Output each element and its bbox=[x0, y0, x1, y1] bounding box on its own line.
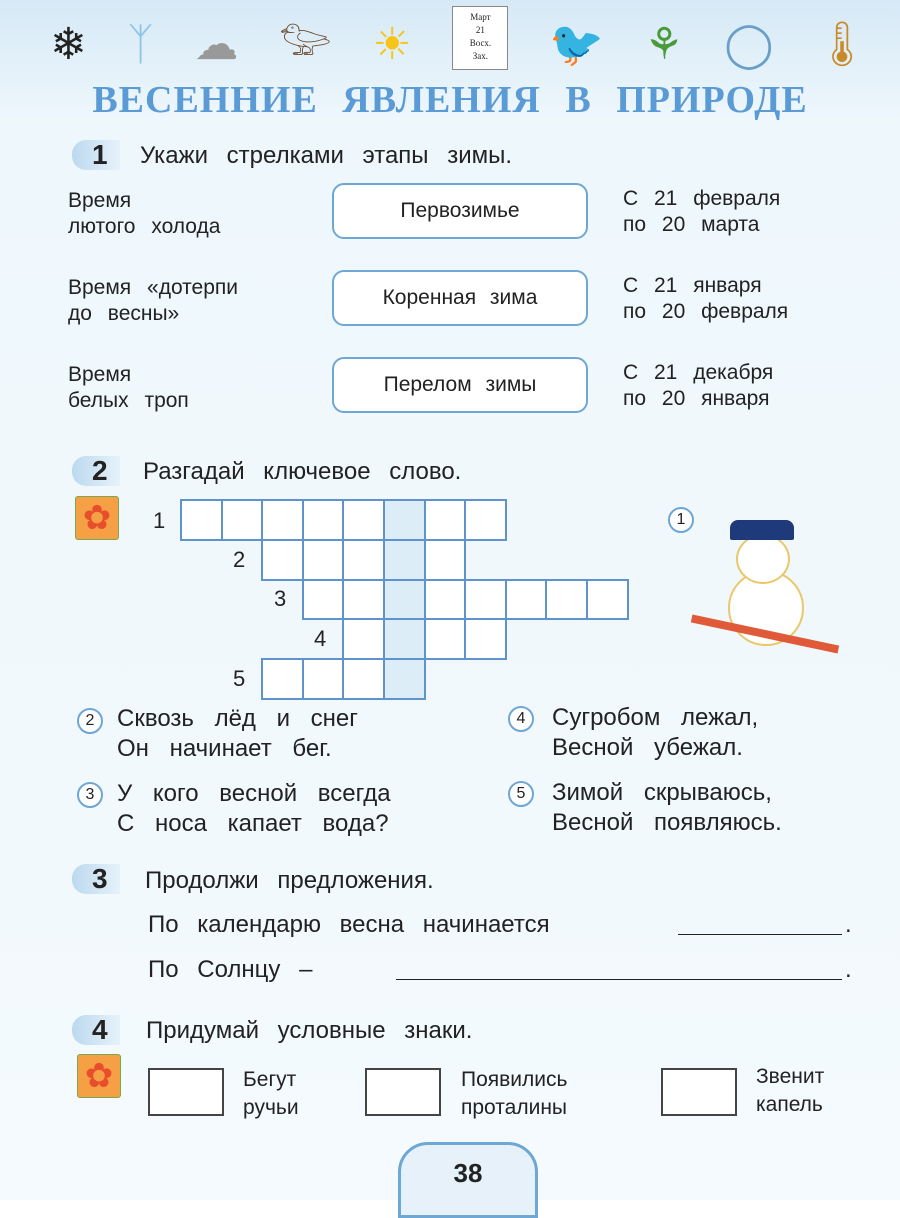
riddle-text: Сквозь лёд и снег Он начинает бег. bbox=[117, 705, 359, 762]
riddle-text: Зимой скрываюсь, Весной появляюсь. bbox=[552, 779, 782, 836]
period: . bbox=[845, 911, 852, 938]
crossword-cell[interactable] bbox=[342, 579, 385, 621]
symbol-drawing-box[interactable] bbox=[661, 1068, 737, 1116]
crossword-row-number: 1 bbox=[153, 508, 166, 533]
answer-line-1[interactable] bbox=[678, 934, 842, 935]
task-4-prompt: Придумай условные знаки. bbox=[146, 1017, 473, 1044]
task-2-prompt: Разгадай ключевое слово. bbox=[143, 458, 462, 485]
crow-icon: 🐦 bbox=[548, 20, 604, 69]
crossword-key-cell[interactable] bbox=[383, 618, 426, 660]
crossword-row-number: 2 bbox=[233, 547, 246, 572]
crossword-cell[interactable] bbox=[545, 579, 588, 621]
crossword-cell[interactable] bbox=[424, 579, 467, 621]
crossword-cell[interactable] bbox=[464, 499, 507, 541]
page-title: ВЕСЕННИЕ ЯВЛЕНИЯ В ПРИРОДЕ bbox=[92, 79, 808, 121]
crossword-cell[interactable] bbox=[586, 579, 629, 621]
icicles-icon: ᛉ bbox=[127, 20, 154, 69]
ice-floe-icon: ◯ bbox=[724, 20, 774, 69]
sun-icon: ☀ bbox=[372, 20, 412, 69]
date-range: С 21 февраля по 20 марта bbox=[623, 187, 781, 236]
crossword-cell[interactable] bbox=[342, 539, 385, 581]
crossword-cell[interactable] bbox=[505, 579, 548, 621]
symbol-drawing-box[interactable] bbox=[365, 1068, 441, 1116]
winter-stage-box[interactable]: Первозимье bbox=[332, 183, 588, 239]
snowdrop-icon: ⚘ bbox=[644, 20, 684, 69]
sign-label: Появились проталины bbox=[461, 1068, 568, 1119]
crossword-key-cell[interactable] bbox=[383, 499, 426, 541]
winter-stage-box[interactable]: Перелом зимы bbox=[332, 357, 588, 413]
crossword-cell[interactable] bbox=[261, 499, 304, 541]
symbol-drawing-box[interactable] bbox=[148, 1068, 224, 1116]
crossword-row-number: 3 bbox=[274, 586, 287, 611]
crossword-cell[interactable] bbox=[261, 658, 304, 700]
answer-line-2[interactable] bbox=[396, 979, 842, 980]
riddle-number: 2 bbox=[77, 708, 103, 734]
task-number-4: 4 bbox=[72, 1015, 120, 1045]
period-description: Время лютого холода bbox=[68, 189, 221, 238]
thermometer-snowflake-icon: ❄ bbox=[50, 20, 87, 69]
snowy-bush-icon: ☁ bbox=[194, 20, 239, 69]
woodpecker-icon: 𓅰 bbox=[278, 16, 332, 65]
crossword-cell[interactable] bbox=[464, 618, 507, 660]
thermometer-willow-icon: 🌡 bbox=[814, 20, 870, 69]
crossword-cell[interactable] bbox=[302, 579, 345, 621]
crossword-key-cell[interactable] bbox=[383, 579, 426, 621]
sign-label: Звенит капель bbox=[756, 1065, 825, 1116]
crossword-cell[interactable] bbox=[424, 499, 467, 541]
period-description: Время «дотерпи до весны» bbox=[68, 276, 239, 325]
date-range: С 21 января по 20 февраля bbox=[623, 274, 789, 323]
crossword-cell[interactable] bbox=[342, 618, 385, 660]
crossword-cell[interactable] bbox=[302, 499, 345, 541]
date-range: С 21 декабря по 20 января bbox=[623, 361, 774, 410]
winter-stage-box[interactable]: Коренная зима bbox=[332, 270, 588, 326]
sentence-1: По календарю весна начинается bbox=[148, 911, 550, 938]
skiing-snowman-illustration bbox=[690, 520, 840, 660]
crossword-cell[interactable] bbox=[302, 539, 345, 581]
crossword-cell[interactable] bbox=[180, 499, 223, 541]
riddle-number: 3 bbox=[77, 782, 103, 808]
crossword-cell[interactable] bbox=[342, 658, 385, 700]
riddle-text: У кого весной всегда С носа капает вода? bbox=[117, 780, 391, 837]
crossword-cell[interactable] bbox=[221, 499, 264, 541]
task-number-1: 1 bbox=[72, 140, 120, 170]
crossword-key-cell[interactable] bbox=[383, 658, 426, 700]
riddle-text: Сугробом лежал, Весной убежал. bbox=[552, 704, 759, 761]
crossword-key-cell[interactable] bbox=[383, 539, 426, 581]
crossword-row-number: 5 bbox=[233, 666, 246, 691]
riddle-number: 5 bbox=[508, 781, 534, 807]
picture-number: 1 bbox=[668, 507, 694, 533]
task-number-2: 2 bbox=[72, 456, 120, 486]
period: . bbox=[845, 956, 852, 983]
riddle-number: 4 bbox=[508, 706, 534, 732]
creative-task-flower-icon: ✿ bbox=[75, 496, 119, 540]
calendar-sunrise: Восх. bbox=[469, 38, 492, 48]
task-number-3: 3 bbox=[72, 864, 120, 894]
page-number: 38 bbox=[398, 1142, 538, 1218]
crossword-cell[interactable] bbox=[424, 539, 467, 581]
sign-label: Бегут ручьи bbox=[243, 1068, 299, 1119]
calendar-icon bbox=[452, 6, 508, 70]
crossword-row-number: 4 bbox=[314, 626, 327, 651]
sentence-2: По Солнцу – bbox=[148, 956, 313, 983]
header-illustrations bbox=[50, 0, 870, 70]
task-1-prompt: Укажи стрелками этапы зимы. bbox=[140, 142, 513, 169]
crossword-cell[interactable] bbox=[424, 618, 467, 660]
period-description: Время белых троп bbox=[68, 363, 189, 412]
crossword-cell[interactable] bbox=[464, 579, 507, 621]
task-3-prompt: Продолжи предложения. bbox=[145, 867, 434, 894]
calendar-month: Март bbox=[470, 12, 491, 22]
calendar-day: 21 bbox=[475, 25, 485, 35]
crossword-cell[interactable] bbox=[342, 499, 385, 541]
calendar-sunset: Зах. bbox=[472, 51, 489, 61]
crossword-cell[interactable] bbox=[261, 539, 304, 581]
creative-task-flower-icon: ✿ bbox=[77, 1054, 121, 1098]
crossword-cell[interactable] bbox=[302, 658, 345, 700]
